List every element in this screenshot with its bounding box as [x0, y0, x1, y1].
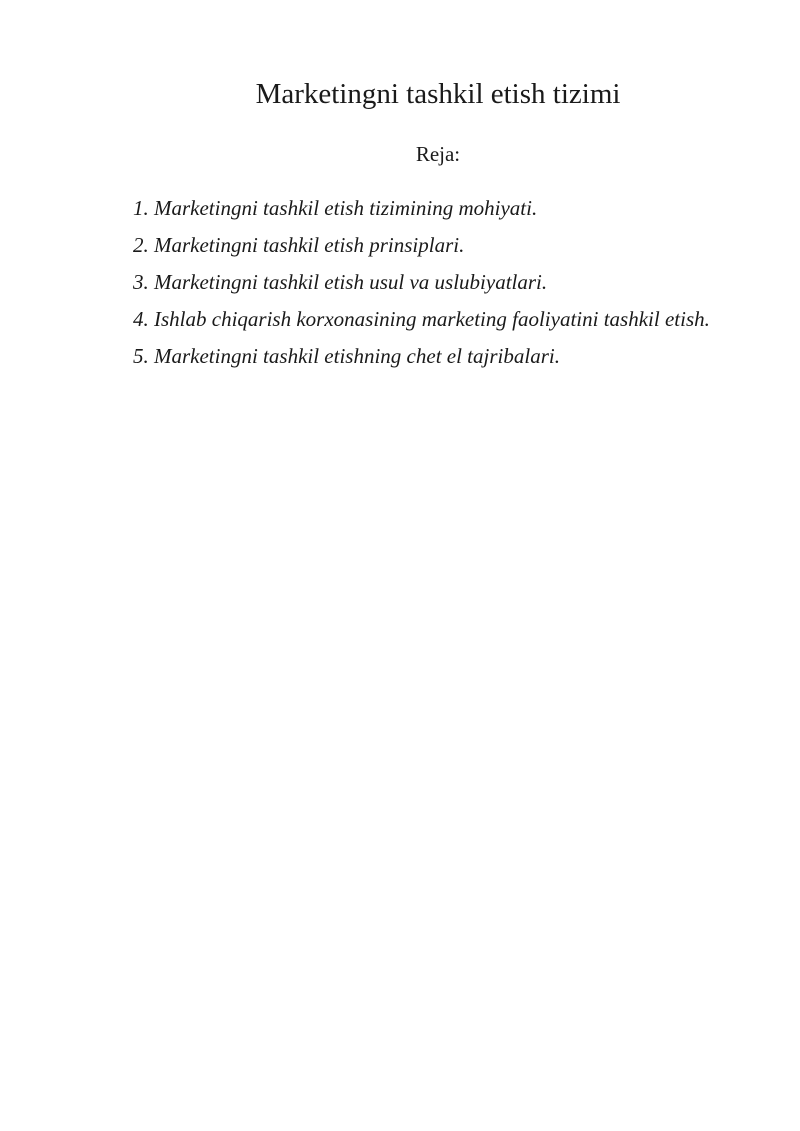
- plan-item-4: 4. Ishlab chiqarish korxonasining marketing faoliyatini tashkil etish.: [133, 307, 710, 331]
- plan-item-2: 2. Marketingni tashkil etish prinsiplari.: [133, 233, 465, 257]
- plan-heading: Reja:: [415, 142, 461, 166]
- plan-item-5: 5. Marketingni tashkil etishning chet el tajribalari.: [133, 344, 560, 368]
- page-title: Marketingni tashkil etish tizimi: [255, 78, 621, 110]
- plan-item-1: 1. Marketingni tashkil etish tizimining mohiyati.: [133, 196, 538, 220]
- plan-list: [133, 190, 710, 375]
- plan-item-3: 3. Marketingni tashkil etish usul va uslubiyatlari.: [133, 270, 548, 294]
